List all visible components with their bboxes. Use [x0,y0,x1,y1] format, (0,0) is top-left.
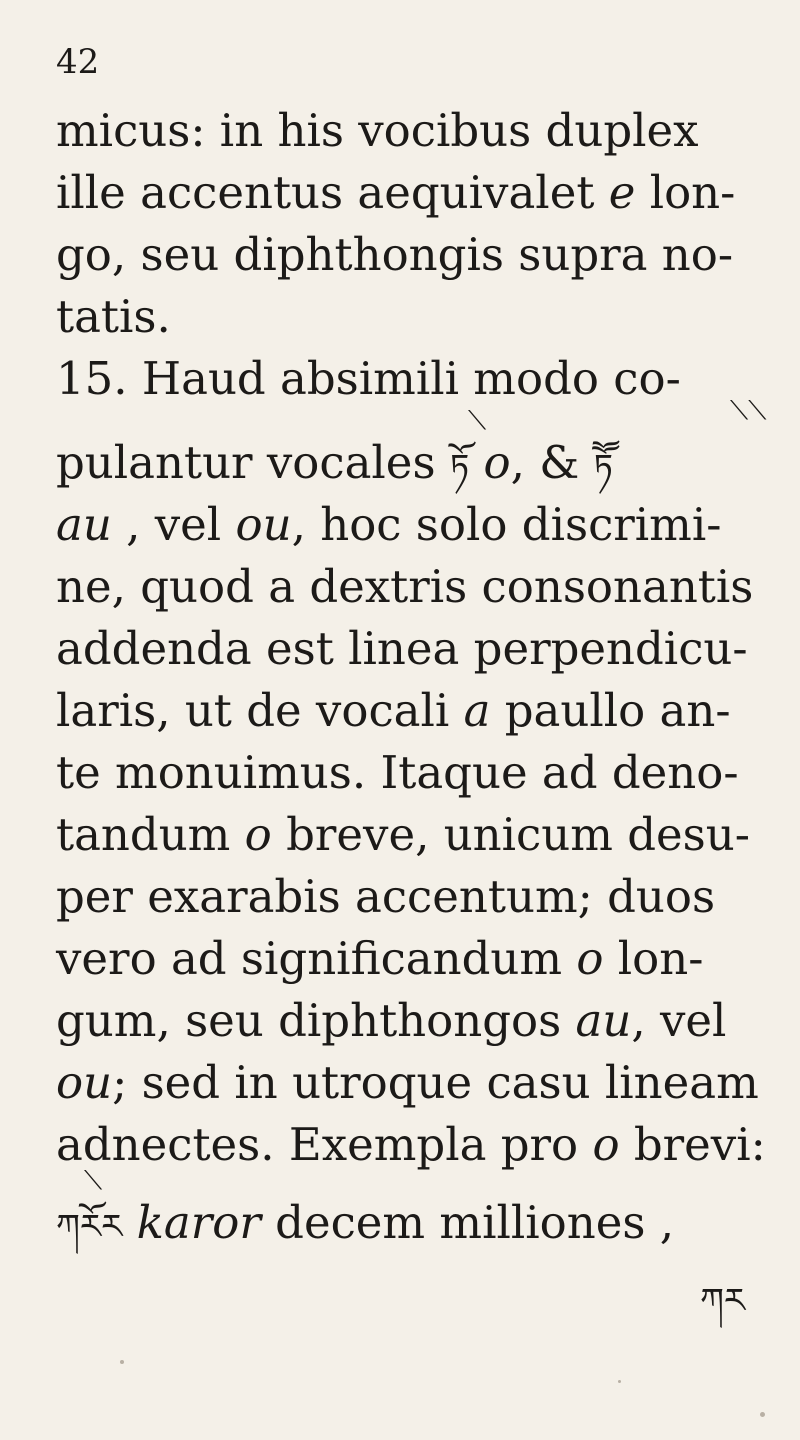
text-line-13 [56,870,716,923]
comma: , [126,498,141,551]
text-line-17-end: brevi: [633,1118,766,1171]
accent-mark: ⟍ [468,406,487,436]
text-line-1-content: micus: in his vocibus duplex [56,104,699,157]
text-line-14-end: lon- [617,932,704,985]
text-line-4 [56,290,171,343]
tibetan-to: ཏོ [449,447,470,487]
italic-a: a [463,684,491,737]
text-line-3 [56,228,734,281]
text-line-2 [56,166,736,219]
paper-speck [618,1380,621,1383]
text-line-2-content: ille accentus aequivalet [56,166,595,219]
text-line-11-content: te monuimus. Itaque ad deno- [56,746,739,799]
italic-lon: lon- [649,166,736,219]
ampersand: & [539,436,580,489]
text-line-7-content: hoc solo discrimi- [320,498,722,551]
italic-au: au [56,498,112,551]
text-line-3-content: go, seu diphthongis supra no- [56,228,734,281]
italic-ou: ou [56,1056,113,1109]
text-line-8 [56,560,754,613]
comma: , [510,436,525,489]
tibetan-karor: ཀརོར [56,1207,123,1247]
text-line-10-content: laris, ut de vocali [56,684,450,737]
text-line-16 [56,1056,759,1109]
text-line-18-content: decem milliones , [275,1196,675,1249]
italic-o: o [576,932,604,985]
italic-au: au [575,994,632,1047]
text-line-6-content: pulantur vocales [56,436,436,489]
text-line-13-content: per exarabis accentum; duos [56,870,716,923]
text-line-5 [56,352,681,405]
italic-o: o [244,808,272,861]
text-line-18 [56,1196,675,1249]
page-number: 42 [56,42,100,82]
text-line-8-content: ne, quod a dextris consonantis [56,560,754,613]
text-line-14-content: vero ad significandum [56,932,563,985]
text-line-15 [56,994,727,1047]
text-line-10-end: paullo an- [504,684,731,737]
comma: , [291,498,306,551]
semicolon: ; [112,1056,128,1109]
text-line-15-content: gum, seu diphthongos [56,994,562,1047]
text-line-12-content: breve, unicum desu- [286,808,750,861]
text-line-12-start: tandum [56,808,231,861]
text-line-15-vel: vel [659,994,727,1047]
text-line-11 [56,746,739,799]
paper-speck [760,1412,765,1417]
text-line-9 [56,622,748,675]
tibetan-tau: ཏཽ [593,447,613,487]
text-line-16-content: sed in utroque casu lineam [141,1056,759,1109]
paper-speck [120,1360,124,1364]
text-line-17 [56,1118,766,1171]
italic-karor: karor [136,1196,261,1249]
text-line-5-content: 15. Haud absimili modo co- [56,352,681,405]
catchword: ཀར [700,1281,746,1321]
text-line-17-content: adnectes. Exempla pro [56,1118,579,1171]
text-line-14 [56,932,704,985]
text-line-7 [56,498,722,551]
italic-e: e [608,166,636,219]
text-line-10 [56,684,731,737]
text-line-9-content: addenda est linea perpendicu- [56,622,748,675]
comma: , [631,994,646,1047]
text-line-4-content: tatis. [56,290,171,343]
text-line-1 [56,104,699,157]
accent-mark: ⟍ [84,1166,103,1196]
italic-ou: ou [235,498,292,551]
text-line-7-vel: vel [154,498,222,551]
text-line-6 [56,436,613,489]
italic-o: o [483,436,511,489]
accent-mark-double: ⟍⟍ [730,396,767,426]
text-line-12 [56,808,750,861]
italic-o: o [592,1118,620,1171]
